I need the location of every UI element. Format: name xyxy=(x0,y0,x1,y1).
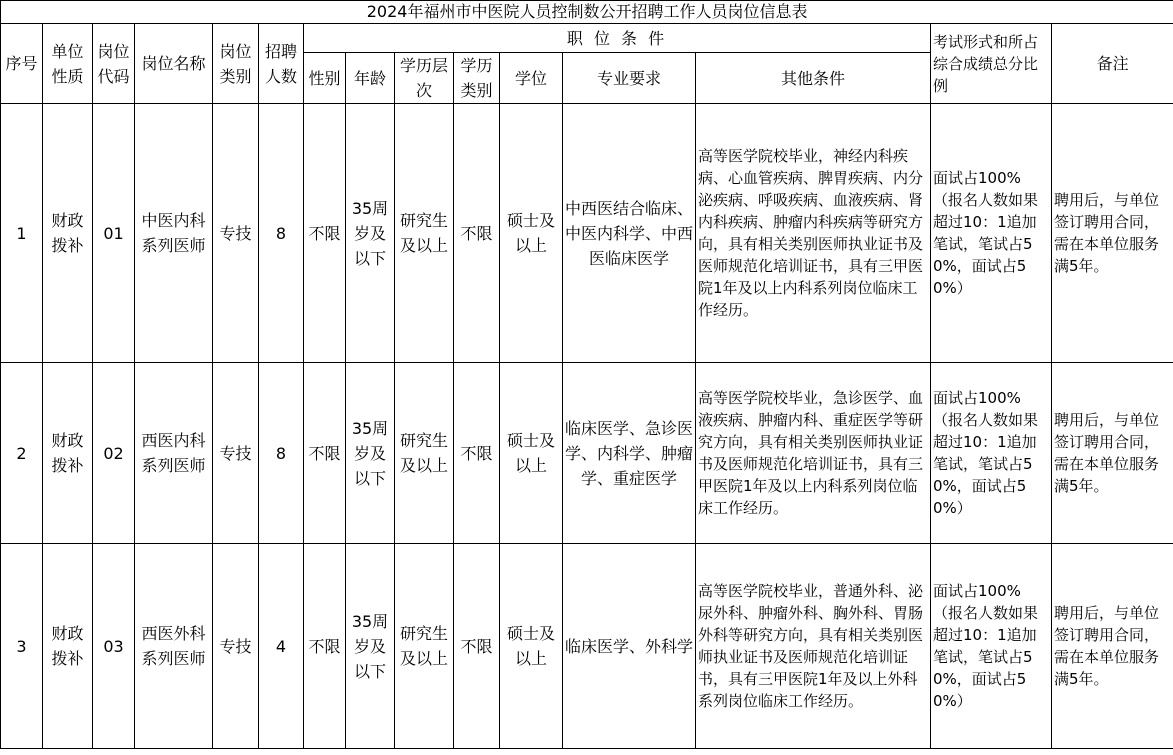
table-row xyxy=(1,104,1173,363)
cell-remark: 聘用后，与单位签订聘用合同，需在本单位服务满5年。 xyxy=(1052,363,1173,544)
cell-post-name: 西医内科系列医师 xyxy=(135,363,213,544)
header-recruit-num: 招聘人数 xyxy=(259,24,304,104)
cell-degree: 硕士及以上 xyxy=(500,544,563,749)
cell-unit-nature: 财政拨补 xyxy=(43,544,93,749)
cell-other-conditions: 高等医学院校毕业，普通外科、泌尿外科、肿瘤外科、胸外科、胃肠外科等研究方向，具有相关类别医师执业证书及医师规范化培训证书，具有三甲医院1年及以上外科系列岗位临床工作经历。 xyxy=(696,544,931,749)
cell-remark: 聘用后，与单位签订聘用合同，需在本单位服务满5年。 xyxy=(1052,104,1173,363)
header-seq: 序号 xyxy=(1,24,43,104)
cell-other-conditions: 高等医学院校毕业，神经内科疾病、心血管疾病、脾胃疾病、内分泌疾病、呼吸疾病、血液疾病、肾内科疾病、肿瘤内科疾病等研究方向，具有相关类别医师执业证书及医师规范化培训证书，具有三甲医院1年及以上内科系列岗位临床工作经历。 xyxy=(696,104,931,363)
header-conditions: 职 位 条 件 xyxy=(304,24,931,53)
cell-recruit-num: 8 xyxy=(259,104,304,363)
cell-age: 35周岁及以下 xyxy=(346,363,395,544)
cell-seq: 1 xyxy=(1,104,43,363)
header-post-type: 岗位类别 xyxy=(213,24,259,104)
header-age: 年龄 xyxy=(346,53,395,104)
cell-gender: 不限 xyxy=(304,363,346,544)
cell-post-code: 01 xyxy=(93,104,135,363)
header-post-name: 岗位名称 xyxy=(135,24,213,104)
cell-post-code: 03 xyxy=(93,544,135,749)
cell-post-name: 西医外科系列医师 xyxy=(135,544,213,749)
cell-unit-nature: 财政拨补 xyxy=(43,104,93,363)
table-row xyxy=(1,363,1173,544)
cell-post-name: 中医内科系列医师 xyxy=(135,104,213,363)
header-degree: 学位 xyxy=(500,53,563,104)
header-exam: 考试形式和所占综合成绩总分比例 xyxy=(931,24,1052,104)
cell-degree: 硕士及以上 xyxy=(500,104,563,363)
cell-seq: 3 xyxy=(1,544,43,749)
cell-age: 35周岁及以下 xyxy=(346,544,395,749)
cell-edu-level: 研究生及以上 xyxy=(395,544,454,749)
cell-seq: 2 xyxy=(1,363,43,544)
header-remark: 备注 xyxy=(1052,24,1173,104)
cell-recruit-num: 8 xyxy=(259,363,304,544)
cell-major: 临床医学、外科学 xyxy=(563,544,696,749)
cell-edu-type: 不限 xyxy=(454,363,500,544)
cell-exam: 面试占100%（报名人数如果超过10：1追加笔试，笔试占50%，面试占50%） xyxy=(931,363,1052,544)
header-unit-nature: 单位性质 xyxy=(43,24,93,104)
cell-post-type: 专技 xyxy=(213,104,259,363)
cell-major: 中西医结合临床、中医内科学、中西医临床医学 xyxy=(563,104,696,363)
header-post-code: 岗位代码 xyxy=(93,24,135,104)
cell-recruit-num: 4 xyxy=(259,544,304,749)
cell-post-code: 02 xyxy=(93,363,135,544)
cell-age: 35周岁及以下 xyxy=(346,104,395,363)
cell-degree: 硕士及以上 xyxy=(500,363,563,544)
header-gender: 性别 xyxy=(304,53,346,104)
cell-major: 临床医学、急诊医学、内科学、肿瘤学、重症医学 xyxy=(563,363,696,544)
cell-edu-level: 研究生及以上 xyxy=(395,104,454,363)
cell-gender: 不限 xyxy=(304,104,346,363)
header-other: 其他条件 xyxy=(696,53,931,104)
cell-exam: 面试占100%（报名人数如果超过10：1追加笔试，笔试占50%，面试占50%） xyxy=(931,104,1052,363)
cell-post-type: 专技 xyxy=(213,363,259,544)
header-edu-type: 学历类别 xyxy=(454,53,500,104)
header-edu-level: 学历层次 xyxy=(395,53,454,104)
cell-post-type: 专技 xyxy=(213,544,259,749)
cell-unit-nature: 财政拨补 xyxy=(43,363,93,544)
cell-exam: 面试占100%（报名人数如果超过10：1追加笔试，笔试占50%，面试占50%） xyxy=(931,544,1052,749)
cell-gender: 不限 xyxy=(304,544,346,749)
table-row xyxy=(1,544,1173,749)
table-title: 2024年福州市中医院人员控制数公开招聘工作人员岗位信息表 xyxy=(1,1,1173,24)
cell-edu-type: 不限 xyxy=(454,544,500,749)
cell-edu-type: 不限 xyxy=(454,104,500,363)
header-major: 专业要求 xyxy=(563,53,696,104)
cell-other-conditions: 高等医学院校毕业，急诊医学、血液疾病、肿瘤内科、重症医学等研究方向，具有相关类别医师执业证书及医师规范化培训证书，具有三甲医院1年及以上内科系列岗位临床工作经历。 xyxy=(696,363,931,544)
cell-remark: 聘用后，与单位签订聘用合同，需在本单位服务满5年。 xyxy=(1052,544,1173,749)
cell-edu-level: 研究生及以上 xyxy=(395,363,454,544)
